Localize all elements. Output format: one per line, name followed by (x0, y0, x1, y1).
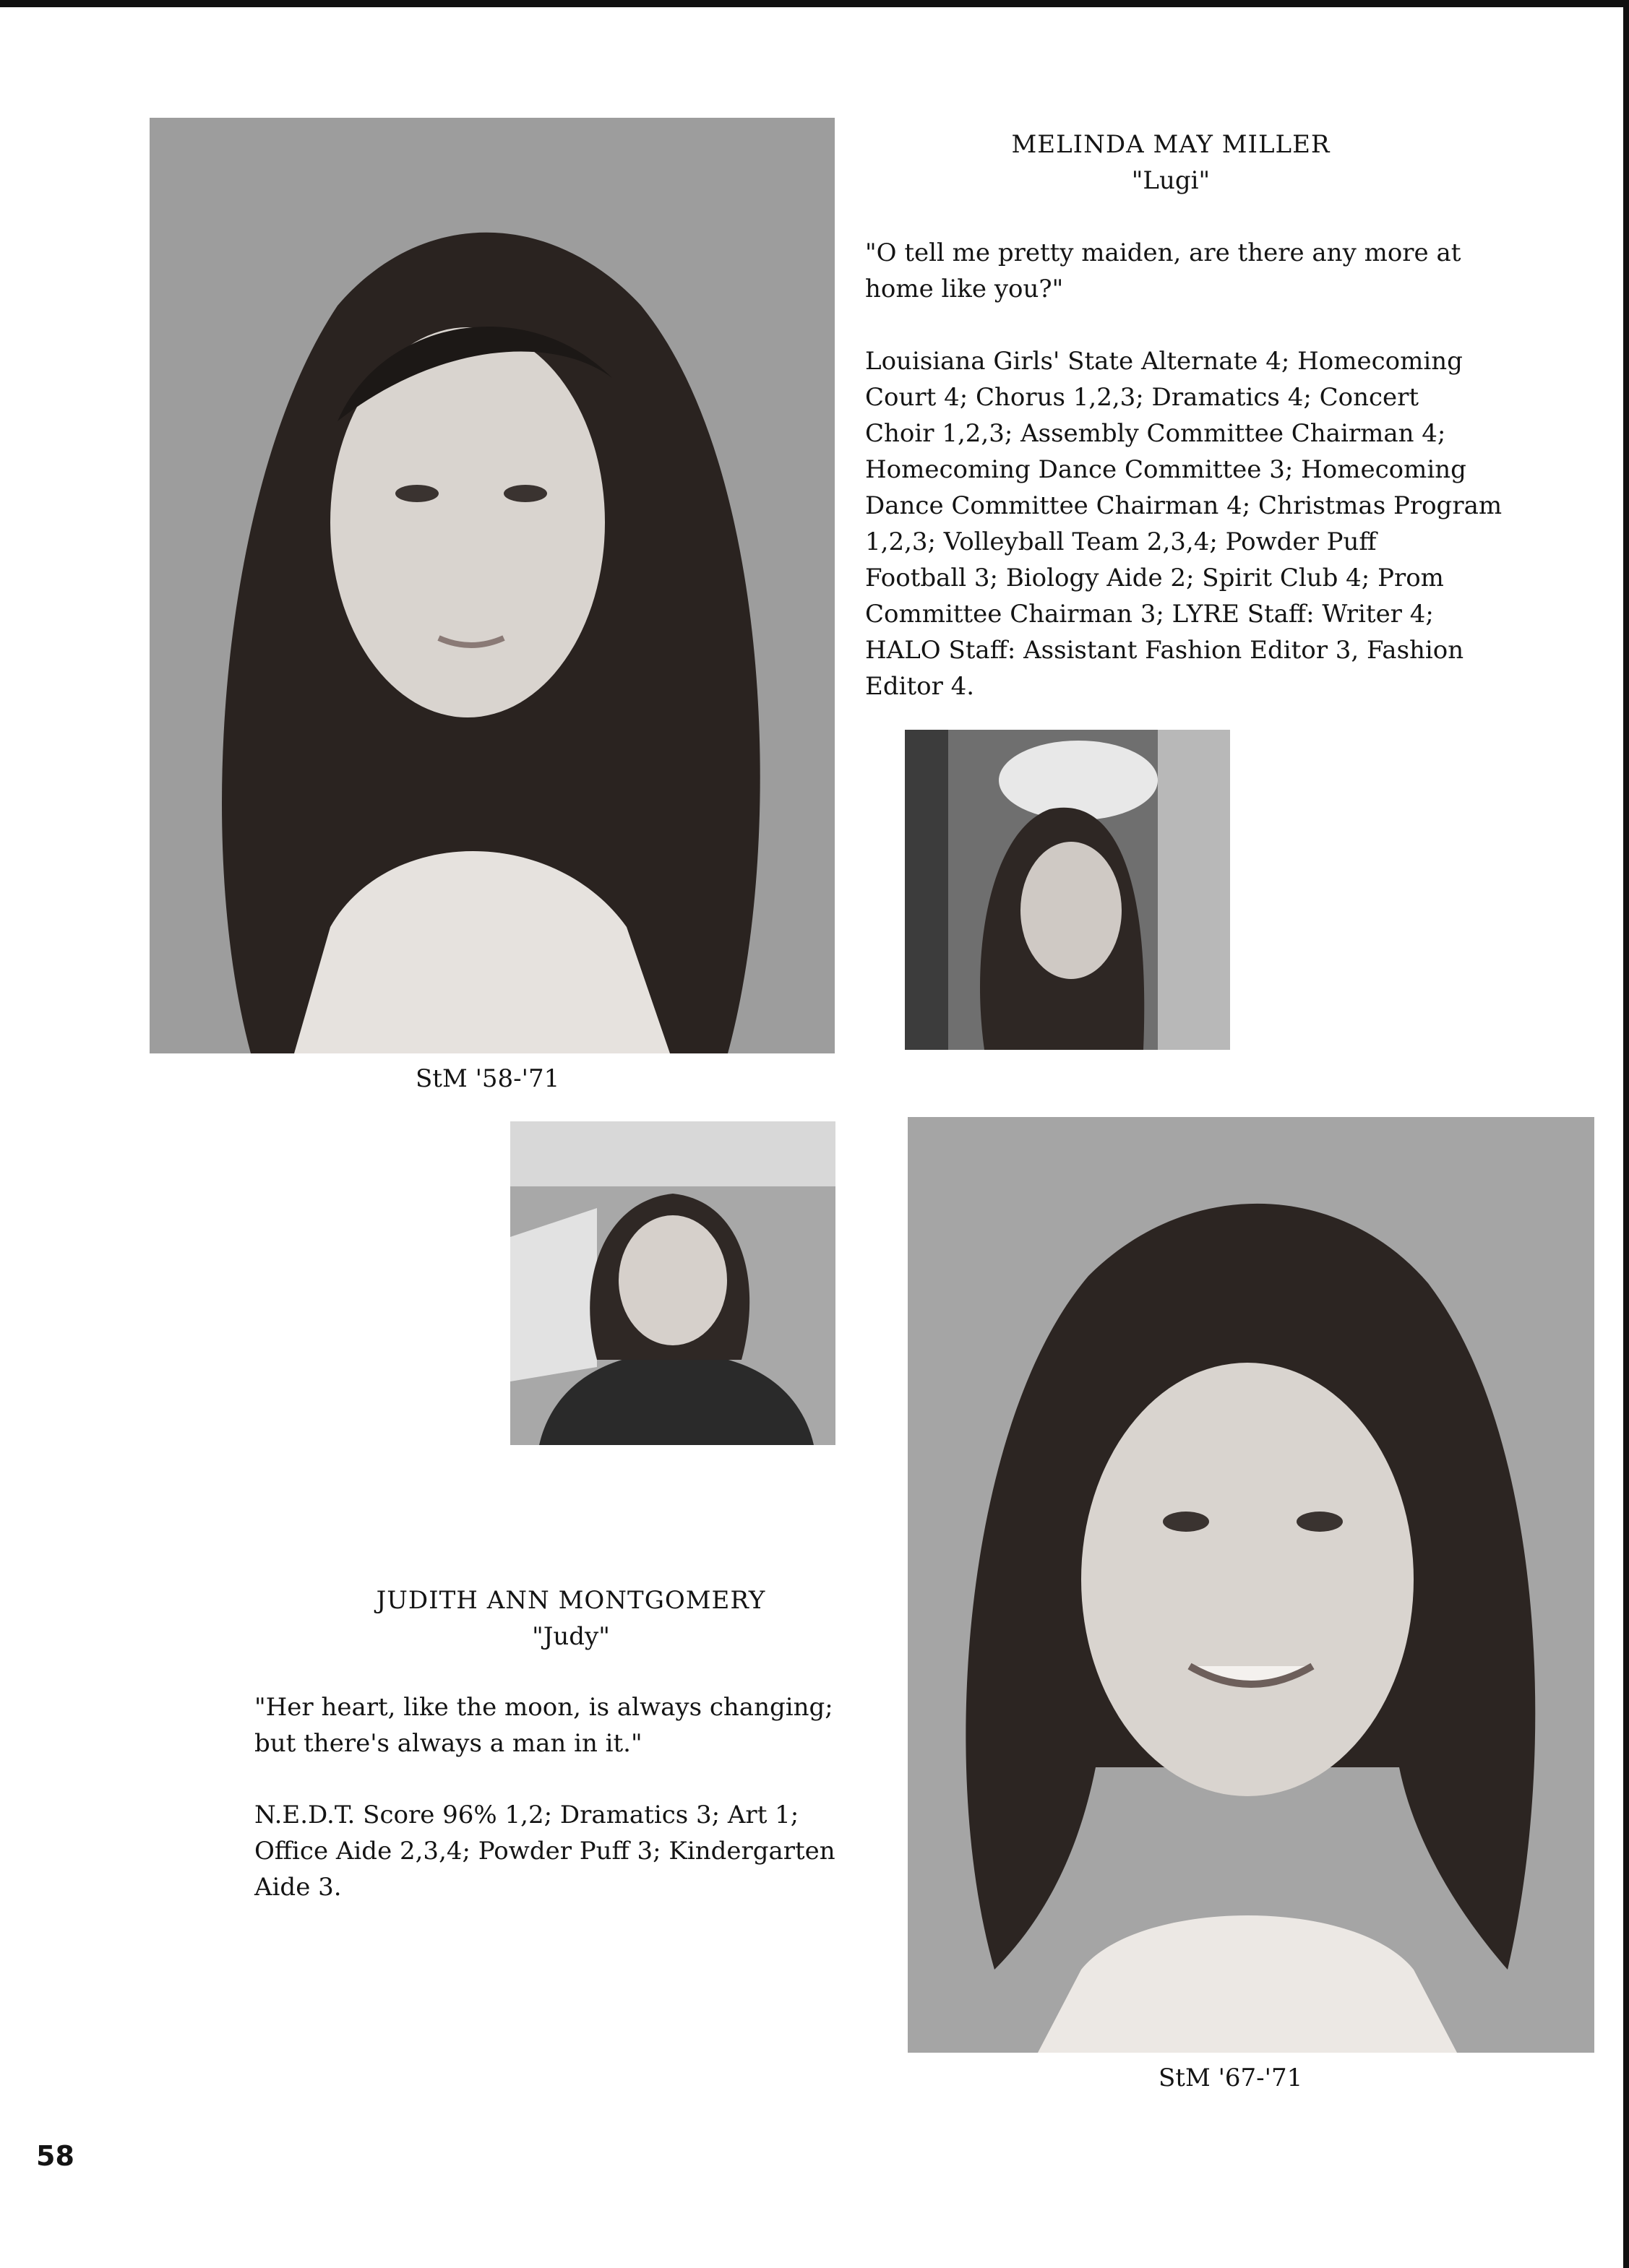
quote-line: but there's always a man in it." (254, 1729, 642, 1758)
quote-miller (865, 235, 1461, 307)
quote-montgomery (254, 1689, 833, 1762)
activity-line: HALO Staff: Assistant Fashion Editor 3, Fashion (865, 636, 1464, 665)
student-name-montgomery: JUDITH ANN MONTGOMERY (376, 1586, 766, 1615)
activity-line: Louisiana Girls' State Alternate 4; Homecoming (865, 347, 1463, 376)
page-number: 58 (36, 2140, 74, 2172)
page-right-border (1623, 0, 1629, 2268)
years-montgomery: StM '67-'71 (1159, 2064, 1303, 2092)
activity-line: Office Aide 2,3,4; Powder Puff 3; Kindergarten (254, 1837, 835, 1866)
activity-line: Court 4; Chorus 1,2,3; Dramatics 4; Concert (865, 383, 1419, 412)
activity-line: Aide 3. (254, 1873, 342, 1902)
portrait-montgomery-image (908, 1117, 1594, 2053)
activities-montgomery (254, 1797, 835, 1905)
quote-line: home like you?" (865, 275, 1064, 303)
student-name-miller: MELINDA MAY MILLER (1011, 130, 1331, 159)
candid-montgomery-image (510, 1121, 835, 1445)
nickname-miller: "Lugi" (1131, 166, 1211, 195)
nickname-montgomery: "Judy" (532, 1622, 610, 1651)
quote-line: "O tell me pretty maiden, are there any more at (865, 238, 1461, 267)
quote-line: "Her heart, like the moon, is always changing; (254, 1693, 833, 1722)
portrait-photo-miller (150, 118, 835, 1053)
years-miller: StM '58-'71 (416, 1064, 560, 1093)
activity-line: 1,2,3; Volleyball Team 2,3,4; Powder Puff (865, 527, 1377, 556)
activities-miller (865, 343, 1502, 704)
activity-line: Editor 4. (865, 672, 975, 701)
page-top-border (0, 0, 1629, 7)
activity-line: Football 3; Biology Aide 2; Spirit Club 4; Prom (865, 564, 1444, 592)
candid-miller-image (905, 730, 1230, 1050)
activity-line: Homecoming Dance Committee 3; Homecoming (865, 455, 1466, 484)
activity-line: Dance Committee Chairman 4; Christmas Program (865, 491, 1503, 520)
candid-photo-miller (905, 730, 1230, 1050)
portrait-photo-montgomery (908, 1117, 1594, 2053)
activity-line: Choir 1,2,3; Assembly Committee Chairman 4; (865, 419, 1446, 448)
activity-line: N.E.D.T. Score 96% 1,2; Dramatics 3; Art 1; (254, 1801, 799, 1829)
portrait-miller-image (150, 118, 835, 1053)
candid-photo-montgomery (510, 1121, 835, 1445)
activity-line: Committee Chairman 3; LYRE Staff: Writer 4; (865, 600, 1434, 629)
